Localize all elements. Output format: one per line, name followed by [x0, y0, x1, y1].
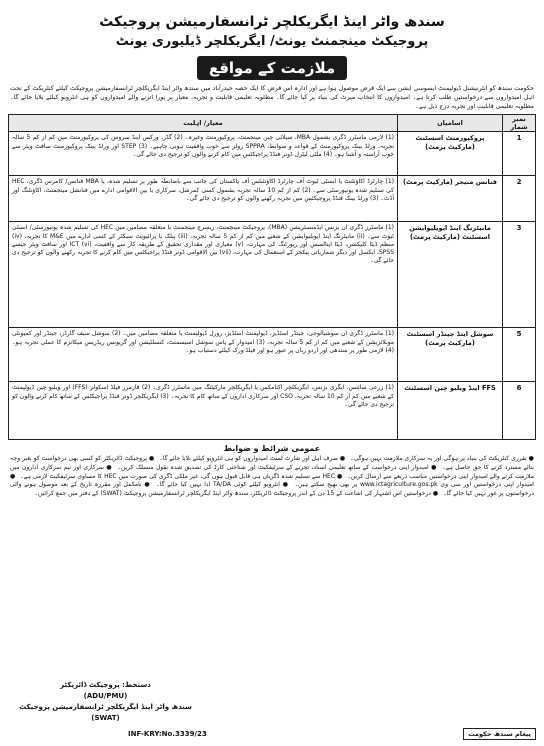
row-num: 2 [503, 176, 536, 222]
row-num: 6 [503, 382, 536, 440]
table-row [9, 382, 536, 440]
row-post: مانیٹرنگ اینڈ ایویلیوایشن اسسٹنٹ (مارکیٹ پرمٹ) [398, 222, 503, 328]
table-row [9, 132, 536, 176]
header-num: نمبر شمار [503, 115, 536, 132]
terms-list [10, 455, 534, 498]
sindh-govt-badge: پیغام سندھ حکومت [463, 728, 536, 740]
header-req: معیار/ اہلیت [9, 115, 398, 132]
sign-title: دستخط: پروجیکٹ ڈائریکٹر [60, 681, 151, 689]
row-num: 5 [503, 328, 536, 382]
header [8, 12, 536, 80]
list-item [35, 490, 439, 497]
bullet-icon: ● [10, 472, 16, 480]
signature-block [18, 680, 193, 724]
list-item [350, 455, 534, 462]
bullet-icon: ● [528, 455, 534, 463]
terms-title: عمومی شرائط و ضوابط [223, 444, 321, 454]
term-text: HEC سے تسلیم شدہ ڈگریاں ہی قابل قبول ہوں گی، غیر ملکی ڈگری کی صورت میں HEC کا مساوی سرٹیفکیٹ لازمی ہے۔ [20, 472, 335, 480]
term-text: تقرری کنٹریکٹ کی بنیاد پر ہوگی اور یہ سرکاری ملازمت نہیں ہوگی۔ [350, 455, 527, 463]
bullet-icon: ● [106, 464, 113, 471]
footer [8, 680, 536, 740]
row-post: سوشل اینڈ جینڈر اسسٹنٹ (مارکیٹ پرمٹ) [398, 328, 503, 382]
bullet-icon: ● [144, 481, 151, 489]
intro-paragraph: حکومت سندھ کو انٹرنیشنل ڈیولپمنٹ ایسوسی ایشن سے ایک قرض موصول ہوا ہے اور ادارہ اس قرض کا ایک حصہ حیدرآباد میں سندھ واٹر اینڈ ایگریکلچر ٹرانسفارمیشن پروجیکٹ کیلئے کنٹریکٹ کے تحت اہل امیدواروں سے درخواستیں طلب کرتا ہے۔ امیدواروں کا انتخاب میرٹ کی بنیاد پر کیا جائے گا۔ مطلوبہ تعلیمی قابلیت و تجربہ، معیار پر پورا اترنے والے امیدواروں کو ہی انٹرویو کیلئے بلایا جائے گا۔ مطلوبہ تعلیمی قابلیت اور تجربہ درج ذیل ہے۔ [10, 85, 534, 110]
row-num: 1 [503, 132, 536, 176]
table-row [9, 222, 536, 328]
table-row [9, 176, 536, 222]
project-title: سندھ واٹر اینڈ ایگریکلچر ٹرانسفارمیشن پروجیکٹ [99, 14, 445, 30]
term-text: امیدوار اپنی درخواست کے ساتھ تعلیمی اسناد، تجربے کے سرٹیفکیٹ اور شناختی کارڈ کی تصدیق شدہ نقول منسلک کریں۔ [117, 464, 429, 471]
table-header-row [9, 115, 536, 132]
jobs-table [8, 114, 536, 440]
row-post: فنانس منیجر (مارکیٹ پرمٹ) [398, 176, 503, 222]
header-post: اسامیاں [398, 115, 503, 132]
bullet-icon: ● [339, 455, 346, 463]
bullet-icon: ● [336, 472, 343, 480]
bullet-icon: ● [148, 455, 155, 463]
row-req: (1) ماسٹرز ڈگری ان سوشیالوجی، جینڈر اسٹڈیز، ڈیولپمنٹ اسٹڈیز، رورل ڈیولپمنٹ یا متعلقہ مضامین میں۔ (2) سوشل سیف گارڈز، جینڈر اور کمیونٹی موبلائزیشن کے شعبے میں کم از کم 5 سالہ تجربہ، (3) امیدوار کے پاس سوشل اسیسمنٹ، کنسلٹیشن اور گریونس ریڈریس میکانزم کا عملی تجربہ ہو۔ (4) لازمی طور پر سندھی اور اردو زبان پر عبور ہو اور فیلڈ ورک کیلئے دستیاب ہو۔ [9, 328, 398, 382]
table-row [9, 328, 536, 382]
bullet-icon: ● [282, 481, 289, 489]
jobs-banner: ملازمت کے مواقع [197, 56, 347, 80]
list-item [20, 473, 342, 480]
term-text: صرف اہل اور شارٹ لسٹ امیدواروں کو ہی انٹرویو کیلئے بلایا جائے گا۔ [159, 455, 338, 463]
term-text: پروجیکٹ ڈائریکٹر کو کسی بھی درخواست کو بغیر وجہ بتائے مسترد کرنے کا حق حاصل ہے۔ [10, 455, 534, 471]
reference-number: INF-KRY:No.3339/23 [128, 730, 207, 738]
bullet-icon: ● [432, 489, 439, 497]
sign-unit: (ADU/PMU) [83, 692, 128, 700]
row-post: FFS اینڈ ویلیو چین اسسٹنٹ [398, 382, 503, 440]
row-num: 3 [503, 222, 536, 328]
term-text: انٹرویو کیلئے کوئی TA/DA ادا نہیں کیا جائے گا۔ [156, 481, 280, 489]
sign-swat: (SWAT) [91, 714, 120, 722]
term-text: درخواستیں اس اشتہار کی اشاعت کے 15 دن کے اندر پروجیکٹ ڈائریکٹر، سندھ واٹر اینڈ ایگریکلچر ٹرانسفارمیشن پروجیکٹ (SWAT) کے دفتر میں جمع کرائیں۔ [34, 489, 431, 497]
list-item [156, 481, 289, 488]
unit-title: پروجیکٹ مینجمنٹ یونٹ/ ایگریکلچر ڈیلیوری یونٹ [115, 34, 429, 49]
row-req: (1) ماسٹرز ڈگری ان بزنس ایڈمنسٹریشن (MBA)، پروجیکٹ مینجمنٹ، ریسرچ مینجمنٹ یا متعلقہ مضامین میں HEC کی تسلیم شدہ یونیورسٹی/ انسٹی ٹیوٹ سے۔ (ii) مانیٹرنگ اینڈ ایویلیوایشن کے شعبے میں کم از کم 5 سالہ تجربہ، (iii) پبلک یا پرائیویٹ سیکٹر کے کسی ادارے میں M&E کا تجربہ، (iv) منظم ڈیٹا کلیکشن، ڈیٹا اینالسس اور رپورٹنگ کی مہارت، (v) معیاری اور مقداری تحقیق کے طریقہ کار سے واقفیت، (vi) ICT اور سافٹ ویئر جیسے SPSS، ایکسل اور دیگر شماریاتی پیکجز کے استعمال کی مہارت، (vii) بین الاقوامی ڈونر فنڈڈ پراجیکٹس میں کام کرنے کا تجربہ رکھنے والوں کو ترجیح دی جائے گی۔ [9, 222, 398, 328]
row-req: (1) چارٹرڈ اکاؤنٹنٹ یا انسٹی ٹیوٹ آف چارٹرڈ اکاؤنٹنٹس آف پاکستان کی جانب سے باضابطہ طور پر تسلیم شدہ، یا MBA فنانس/ کامرس ڈگری، HEC کی تسلیم شدہ یونیورسٹی سے۔ (2) کم از کم 10 سالہ تجربہ بشمول کسی کمرشل، سرکاری یا بین الاقوامی ادارے میں فنانشل مینجمنٹ، اکاؤنٹنگ اور آڈٹ۔ (3) ورلڈ بینک فنڈڈ پروجیکٹس میں تجربہ رکھنے والوں کو ترجیح دی جائے گی۔ [9, 176, 398, 222]
row-req: (1) لازمی ماسٹرز ڈگری بشمول MBA، سپلائی چین مینجمنٹ، پروکیورمنٹ وغیرہ۔ (2) گڈز، ورکس اینڈ سروس کی پروکیورمنٹ میں کم از کم 5 سالہ تجربہ، ورلڈ بینک پروکیورمنٹ کے قواعد و ضوابط، SPPRA رولز سے خوب واقفیت ہونی چاہیے۔ (3) STEP اور ورلڈ بینک پروکیورمنٹ سافٹ ویئر سے خوب آراستہ و آشنا ہو۔ (4) ملٹی لیٹرل ڈونر فنڈڈ پراجیکٹس میں کام کرنے والوں کو ترجیح دی جائے گی۔ [9, 132, 398, 176]
term-text: نامکمل اور مقررہ تاریخ کے بعد موصول ہونے والی درخواستوں پر غور نہیں کیا جائے گا۔ [10, 481, 534, 497]
row-req: (1) زرعی سائنس، ایگری بزنس، ایگریکلچر اکنامکس یا ایگریکلچر مارکیٹنگ میں ماسٹرز ڈگری۔ (2) فارمرز فیلڈ اسکولز (FFS) اور ویلیو چین ڈیولپمنٹ کے شعبے میں کم از کم 10 سالہ تجربہ، CSO اور سرکاری اداروں کے ساتھ کام کا تجربہ۔ (3) ایگریکلچر ڈونر فنڈڈ پراجیکٹس کے ساتھ کام کرنے والوں کو ترجیح دی جائے گی۔ [9, 382, 398, 440]
row-post: پروکیورمنٹ اسسٹنٹ (مارکیٹ پرمٹ) [398, 132, 503, 176]
bullet-icon: ● [431, 464, 437, 471]
list-item [159, 455, 345, 462]
term-text: سرکاری اور نیم سرکاری اداروں میں ملازمت کرنے والے امیدوار اپنی درخواستیں مناسب ذریعے سے ارسال کریں۔ [10, 464, 534, 480]
sign-project: سندھ واٹر اینڈ ایگریکلچر ٹرانسفارمیشن پروجیکٹ [19, 703, 192, 711]
list-item [118, 464, 437, 471]
term-text: امیدوار اپنی درخواستیں اور سی وی www.ictagriculture.gos.pk پر بھی بھیج سکتے ہیں۔ [294, 481, 534, 489]
